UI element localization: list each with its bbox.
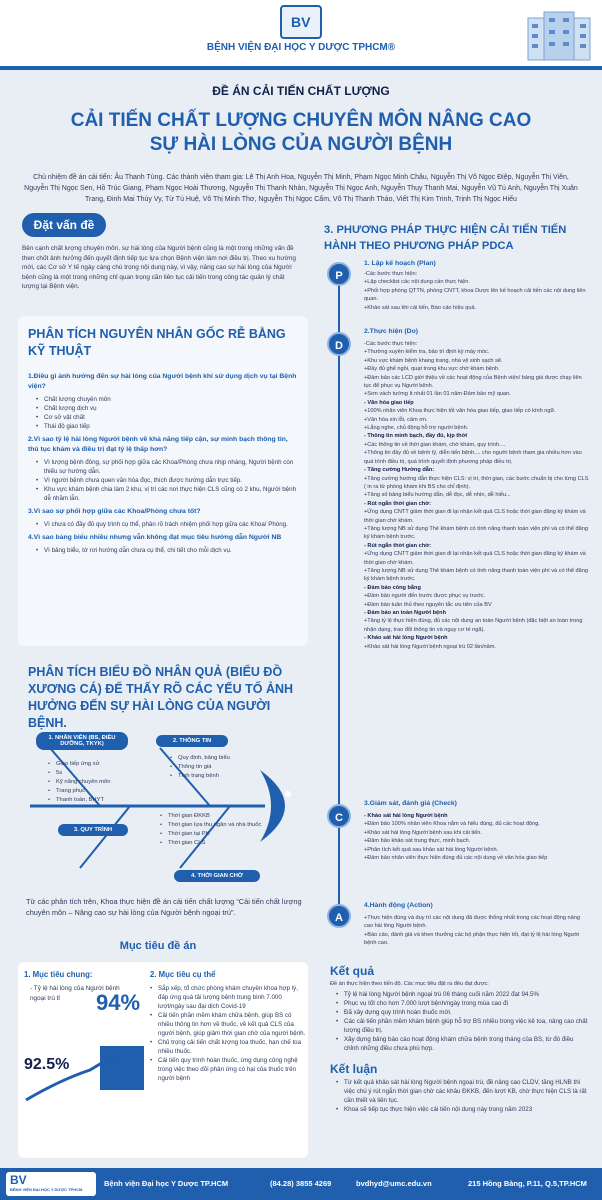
action-marker: A	[327, 904, 351, 928]
objectives-title: Mục tiêu đề án	[119, 940, 197, 952]
list-item: • Tỷ lệ hài lòng Người bệnh ngoại trú 06 tháng cuối năm 2022 đạt 94.5%	[336, 990, 588, 999]
general-objective-text: - Tỷ lệ hài lòng của Người bệnh ngoại trú tỉ	[30, 985, 120, 1002]
fishbone-item: • Trang phục	[48, 787, 158, 796]
fishbone-item: • 5s	[48, 769, 158, 778]
hospital-name: BỆNH VIỆN ĐẠI HỌC Y DƯỢC TPHCM®	[206, 42, 396, 53]
fishbone-item: • Quy định, bảng biểu	[170, 754, 270, 763]
list-item: • Sắp xếp, tổ chức phòng khám chuyên khoa hợp lý, đáp ứng quá tải lượng bệnh trung bình 7.000 lượt/ngày sau đại dịch Covid-19	[150, 984, 306, 1011]
do-title: 2.Thực hiện (Do)	[364, 328, 419, 335]
step-line: +Sơn vách tường ít nhất 01 lần 01 năm Đảm bảo mỹ quan.	[364, 391, 511, 398]
step-line: - Đảm bảo công bằng	[364, 584, 421, 591]
step-line: +Các thông tin về thời gian khám, chờ khám, quy trình....	[364, 441, 506, 448]
list-item: • Khoa sẽ tiếp tục thực hiện việc cải tiến nội dung này trong năm 2023	[336, 1105, 588, 1114]
footer-phone: (84.28) 3855 4269	[270, 1179, 332, 1188]
step-line: +Phối hợp phòng QTTN, phòng CNTT, khoa Dược lên kế hoạch cải tiến các nội dung liên quan.	[364, 287, 586, 303]
question-3: 3.Vì sao sự phối hợp giữa các Khoa/Phòng chưa tốt?	[28, 508, 201, 515]
list-item: • Cải tiến quy trình hoàn thuốc, ứng dụng công nghệ trong việc theo dõi phản ứng có hại của thuốc trên người bệnh	[150, 1056, 306, 1083]
authors: Chủ nhiệm đề án cải tiến: Âu Thanh Tùng. Các thành viên tham gia: Lê Thị Anh Hoa, Nguyễn Thị Minh, Phạm Ngọc Minh Châu, Nguyễn Thị Võ Ngọc Điệp, Nguyễn Thị Viên, Nguyễn Thị Ngọc Sen, Hồ Trúc Giang, Phạm Ngọc Hoài Thương, Nguyễn Thị Thanh Nhàn, Nguyễn Thị Ngọc Anh, Nguyễn Thụy Thanh Mai, Nguyễn Vũ Tú Anh, Nguyễn Thị Xuân Trang, Đinh Mai Thùy Vy, Từ Tú Huệ, Võ Thị Minh Thơ, Nguyễn Thị Ngọc Cẩm, Võ Thị Thanh Thảo, Viết Thị Kim Trinh, Trịnh Thị Ngọc Hiếu	[24, 174, 578, 203]
fishbone-conclusion: Từ các phân tích trên, Khoa thực hiện đề án cải tiến chất lượng “Cải tiến chất lượng chuyên môn – Nâng cao sự hài lòng của Người bệnh ngoại trú”.	[26, 897, 302, 917]
footer	[0, 1168, 602, 1200]
fishbone-item: • Thời gian ĐKKB	[160, 812, 270, 821]
plan-title: 1. Lập kế hoạch (Plan)	[364, 260, 436, 267]
list-item: • Phục vụ tốt cho hơn 7.000 lượt bệnh/ngày trong mùa cao đi	[336, 999, 588, 1008]
step-line: +Thường xuyên kiểm tra, bảo trì định kỳ máy móc.	[364, 349, 490, 356]
question-2-list	[36, 458, 300, 503]
footer-address: 215 Hồng Bàng, P.11, Q.5,TP.HCM	[468, 1179, 587, 1188]
step-line: +Khu vực khám bệnh khang trang, nhà vệ sinh sạch sẽ.	[364, 357, 503, 364]
baseline-value: 92.5%	[24, 1056, 70, 1073]
action-title: 4.Hành động (Action)	[364, 902, 433, 909]
list-item: • Các cải tiến phần mềm khám bệnh giúp hỗ trợ BS nhiều trong việc kê toa, nâng cao chất lượng điều trị.	[336, 1017, 588, 1035]
question-2: 2.Vì sao tỷ lệ hài lòng Người bệnh về khả năng tiếp cận, sự minh bạch thông tin, thủ tục khám và điều trị đạt tỷ lệ thấp hơn?	[28, 436, 288, 453]
plan-steps	[364, 270, 588, 312]
footer-name: Bệnh viện Đại học Y Dược TP.HCM	[104, 1179, 229, 1188]
step-line: -Các bước thực hiện:	[364, 341, 418, 347]
step-line: +Tăng lượng NB sử dụng Thẻ khám bệnh có tính năng thanh toán viện phí và có thể đăng ký khám bệnh trước.	[364, 567, 588, 583]
question-4-list	[36, 546, 300, 555]
step-line: +Thực hiện đúng và duy trì các nội dung đã được thống nhất trong các hoạt động nâng cao hài lòng Người bệnh.	[364, 915, 580, 930]
question-4: 4.Vì sao bảng biểu nhiều nhưng vẫn không đạt mục tiêu hướng dẫn Người NB	[28, 534, 282, 541]
list-item: • Đã xây dựng quy trình hoàn thuốc mới.	[336, 1008, 588, 1017]
list-item: • Chất lượng chuyên môn	[36, 395, 300, 404]
step-line: - Văn hóa giao tiếp	[364, 399, 414, 406]
step-line: +Ứng dụng CNTT giảm thời gian đi lại nhận kết quả CLS hoặc thời gian đăng ký khám và thời gian chờ khám.	[364, 509, 586, 524]
fishbone-waiting-list	[160, 812, 270, 848]
conclusion-list	[336, 1078, 588, 1114]
specific-objective-title: 2. Mục tiêu cụ thể	[150, 970, 216, 979]
fishbone-box-process: 3. QUY TRÌNH	[58, 824, 128, 836]
step-line: +Khảo sát hài lòng Người bệnh sau khi cải tiến.	[364, 829, 482, 836]
list-item: • Chủ trọng cải tiến chất lượng toa thuốc, hạn chế toa nhiều thuốc.	[150, 1038, 306, 1056]
list-item: • Từ kết quả khảo sát hài lòng Người bệnh ngoại trú, đề nâng cao CLDV, tăng HLNB thì việc chú ý rút ngắn thời gian chờ các khâu ĐKKB, đến lượt KB, chờ thực hiện CLS là rất cần thiết và liên tục.	[336, 1078, 588, 1105]
footer-email[interactable]: bvdhyd@umc.edu.vn	[356, 1179, 432, 1188]
list-item: • Xây dựng bảng báo cáo hoạt động khám chữa bệnh trong tháng của BS, từ đó điều chỉnh những điều chưa phù hợp.	[336, 1035, 588, 1053]
list-item: • Khu vực khám bệnh chia làm 2 khu, vị trí các nơi thực hiện CLS cũng có 2 khu, Người bệnh dễ nhầm lẫn.	[36, 485, 300, 503]
check-steps	[364, 812, 590, 862]
problem-text: Bên cạnh chất lượng chuyên môn, sự hài lòng của Người bệnh cũng là một trong những vấn đề then chốt ảnh hưởng đến quyết định tiếp tục lựa chọn Bệnh viện làm nơi điều trị. Theo xu hướng mới, các Cơ sở Y tế ngày càng chú trọng nội dung này, vì vậy, nâng cao sự hài lòng của Người bệnh cũng là một trong những chỉ quan trọng cần liên tục cải tiến trong công tác quản lý chất lượng tại Bệnh viện.	[22, 245, 296, 290]
problem-label: Đặt vấn đề	[22, 213, 106, 237]
root-cause-questions	[28, 372, 300, 555]
step-line: +Tăng cường hướng dẫn thực hiện CLS: vị trí, thời gian, các bước chuẩn bị cho từng CLS ( in ra từ phòng khám khi BS cho chỉ định).	[364, 475, 589, 490]
check-marker: C	[327, 804, 351, 828]
fishbone-item: • Thời gian tại PK	[160, 830, 270, 839]
hospital-logo: BV	[280, 5, 322, 39]
step-line: +Lập checklist các nội dung cần thực hiện.	[364, 279, 470, 286]
step-line: - Rút ngắn thời gian chờ:	[364, 542, 431, 549]
step-line: +Đảm bảo nhân viên thực hiện đúng đủ các nội dung về văn hóa giao tiếp	[364, 855, 548, 862]
fishbone-box-info: 2. THÔNG TIN	[156, 735, 228, 747]
step-line: +Tăng số bảng biểu hướng dẫn, dễ đọc, dễ nhìn, dễ hiểu...	[364, 492, 511, 499]
list-item: • Vì lượng bệnh đông, sự phối hợp giữa các Khoa/Phòng chưa nhịp nhàng, Người bệnh còn thiếu sự hướng dẫn.	[36, 458, 300, 476]
building-illustration	[522, 10, 598, 62]
step-line: +Báo cáo, đánh giá và khen thưởng các bộ phận thực hiện tốt, đạt tỷ lệ hài lòng Người bệnh cao.	[364, 931, 580, 947]
question-1-list	[36, 395, 300, 431]
method-title: 3. PHƯƠNG PHÁP THỰC HIỆN CẢI TIẾN TIẾN HÀNH THEO PHƯƠNG PHÁP PDCA	[324, 224, 567, 252]
fishbone-item: • Thời gian CLS	[160, 839, 270, 848]
fishbone-box-staff: 1. NHÂN VIÊN (BS, ĐIỀU DƯỠNG, TKYK)	[36, 732, 128, 750]
specific-objective-list	[150, 984, 306, 1083]
root-cause-title: PHÂN TÍCH NGUYÊN NHÂN GỐC RỄ BẰNG KỸ THUẬT	[28, 327, 286, 358]
target-value: 94%	[96, 990, 141, 1015]
objective-bar-graphic	[20, 1010, 150, 1150]
step-line: - Đảm bảo an toàn Người bệnh	[364, 610, 446, 616]
results-intro: Đề án thực hiện theo tiến độ. Các mục tiêu đặt ra đều đạt được:	[330, 981, 489, 987]
list-item: • Cơ sở vật chất	[36, 413, 300, 422]
step-line: +Đảm bảo người đến trước được phục vụ trước.	[364, 593, 486, 600]
step-line: +Tăng lượng NB sử dụng Thẻ khám bệnh có tính năng thanh toán viện phí và có thể đăng ký khám bệnh trước.	[364, 525, 588, 541]
step-line: +Khảo sát sau khi cải tiến, Báo cáo hiệu quả.	[364, 304, 477, 311]
conclusion-title: Kết luận	[330, 1062, 378, 1076]
fishbone-item: • Thanh toán, BHYT	[48, 796, 158, 805]
step-line: -Các bước thực hiện:	[364, 271, 418, 277]
fishbone-item: • Tình trạng bệnh	[170, 772, 270, 781]
list-item: • Vì bảng biểu, tờ rơi hướng dẫn chưa cụ thể, chi tiết cho mỗi dịch vụ.	[36, 546, 300, 555]
main-title: CẢI TIẾN CHẤT LƯỢNG CHUYÊN MÔN NÂNG CAO SỰ HÀI LÒNG CỦA NGƯỜI BỆNH	[70, 110, 532, 155]
fishbone-title: PHÂN TÍCH BIỂU ĐỒ NHÂN QUẢ (BIỂU ĐỒ XƯƠNG CÁ) ĐỂ THẤY RÕ CÁC YẾU TỐ ẢNH HƯỞNG ĐẾN SỰ HÀI LÒNG CỦA NGƯỜI BỆNH.	[28, 665, 294, 730]
header-divider	[0, 66, 602, 70]
top-subtitle: ĐỀ ÁN CẢI TIẾN CHẤT LƯỢNG	[212, 84, 390, 98]
fishbone-diagram	[20, 728, 310, 888]
step-line: +Thông tin đầy đủ về bệnh lý, diễn tiến bệnh.... cho người bệnh tham gia nhiều hơn vào quá trình điều trị, quá trình quyết định phương pháp điều trị.	[364, 450, 582, 465]
step-line: +100% nhân viên Khoa thực hiện tốt văn hóa giao tiếp, giao tiếp có kính ngữ.	[364, 408, 556, 415]
step-line: +Văn hóa xin lỗi, cảm ơn.	[364, 416, 428, 423]
step-line: +Lắng nghe, chủ động hỗ trợ người bệnh.	[364, 425, 469, 432]
list-item: • Thái độ giao tiếp	[36, 422, 300, 431]
step-line: - Thông tin minh bạch, đầy đủ, kịp thời	[364, 433, 468, 440]
do-marker: D	[327, 332, 351, 356]
fishbone-box-waiting: 4. THỜI GIAN CHỜ	[174, 870, 260, 882]
fishbone-item: • Kỹ năng chuyên môn	[48, 778, 158, 787]
step-line: - Khảo sát hài lòng Người bệnh	[364, 813, 448, 819]
fishbone-item: • Thông tin giá	[170, 763, 270, 772]
general-objective-title: 1. Mục tiêu chung:	[24, 970, 93, 979]
step-line: - Rút ngắn thời gian chờ:	[364, 500, 431, 507]
do-steps	[364, 340, 590, 651]
check-title: 3.Giám sát, đánh giá (Check)	[364, 800, 457, 807]
results-title: Kết quả	[330, 964, 375, 978]
step-line: +Khảo sát hài lòng Người bệnh ngoại trú 02 lần/năm.	[364, 643, 496, 650]
fishbone-info-list	[170, 754, 270, 781]
step-line: - Khảo sát hài lòng Người bệnh	[364, 635, 448, 642]
step-line: +Đảm bảo các LCD giới thiệu về các hoạt động của Bệnh viện/ bảng giá được chạy liên tục để phục vụ Người bệnh.	[364, 374, 582, 390]
footer-logo: BV BỆNH VIỆN ĐẠI HỌC Y DƯỢC TPHCM	[6, 1172, 96, 1196]
plan-marker: P	[327, 262, 351, 286]
step-line: - Tăng cường Hướng dẫn:	[364, 467, 435, 474]
question-1: 1.Điều gì ảnh hưởng đến sự hài lòng của Người bệnh khi sử dụng dịch vụ tại Bệnh viện?	[28, 373, 297, 390]
list-item: • Vì người bệnh chưa quen văn hóa đọc, thích được hướng dẫn trực tiếp.	[36, 476, 300, 485]
fishbone-item: • Giao tiếp ứng xử	[48, 760, 158, 769]
fishbone-staff-list	[48, 760, 158, 805]
step-line: +Đảm bảo 100% nhân viên Khoa nắm và hiểu đúng, đủ các hoạt động.	[364, 821, 540, 828]
list-item: • Cải tiến phần mềm khám chữa bệnh, giúp BS có nhiều thông tin hơn về thuốc, về kết quả CLS của người bệnh, giúp giảm thời gian chờ của người bệnh.	[150, 1011, 306, 1038]
action-steps	[364, 914, 590, 948]
list-item: • Chất lượng dịch vụ	[36, 404, 300, 413]
step-line: +Đảm bảo tuân thủ theo nguyên tắc ưu tiên của BV	[364, 601, 492, 608]
step-line: +Phân tích kết quả sau khảo sát hài lòng Người bệnh.	[364, 846, 499, 853]
list-item: • Vì chưa có đầy đủ quy trình cụ thể, phân rõ trách nhiệm phối hợp giữa các Khoa/ Phòng.	[36, 520, 300, 529]
step-line: +Đảm bảo khảo sát trung thực, minh bạch.	[364, 838, 471, 845]
header	[0, 0, 602, 70]
fishbone-item: • Thời gian lựa thu ngân và nhà thuốc	[160, 821, 270, 830]
step-line: +Ứng dụng CNTT giảm thời gian đi lại nhận kết quả CLS hoặc thời gian đăng ký khám và thời gian chờ khám.	[364, 551, 586, 566]
question-3-list	[36, 520, 300, 529]
results-list	[336, 990, 588, 1053]
step-line: +Đầy đủ ghế ngồi, quạt trong khu vực chờ khám bệnh.	[364, 366, 500, 373]
step-line: +Tăng tỷ lệ thực hiện đúng, đủ các nội dung an toàn Người bệnh (đặc biệt an toàn trong nhận dạng, trao đổi thông tin và ngụy cơ té ngã).	[364, 618, 583, 633]
